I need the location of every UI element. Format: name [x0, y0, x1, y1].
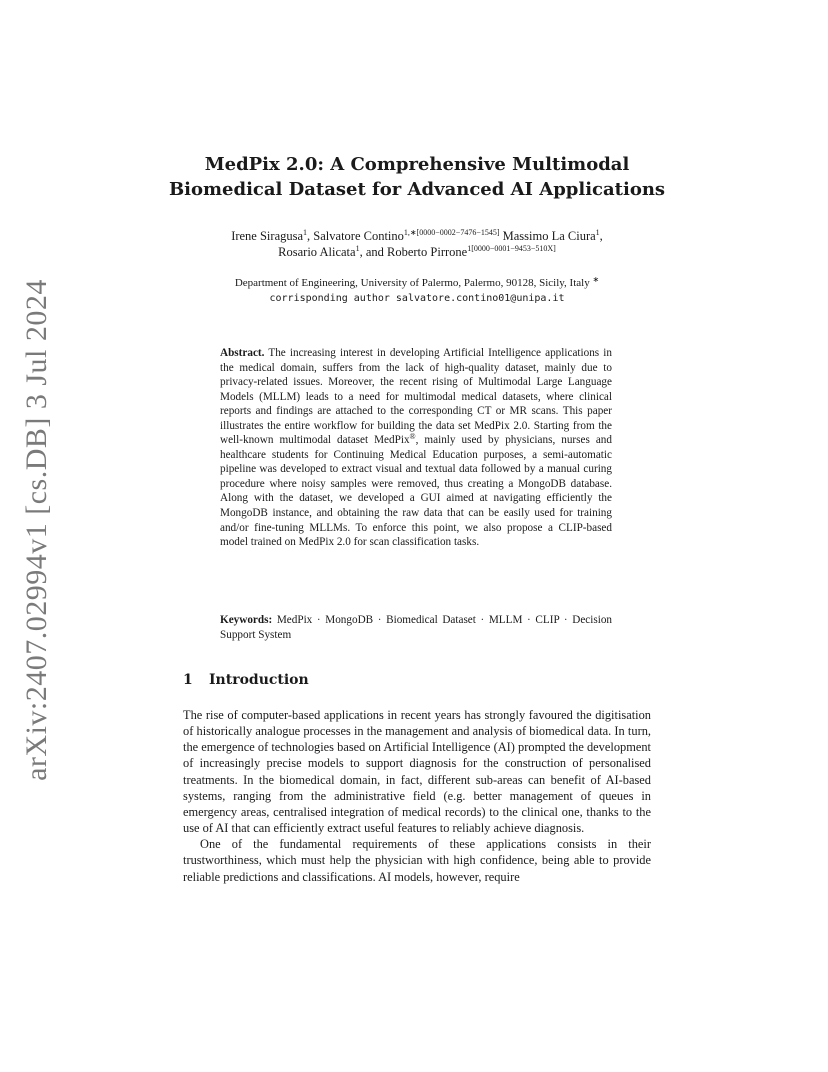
- body-paragraph: The rise of computer-based applications in recent years has strongly favoured the digitisation of historically analogue processes in the management and analysis of biomedical data. In turn, the emergence of technologies based on Artificial Intelligence (AI) prompted the development of increasingly precise models to support diagnosis for the construction of personalised treatments. In the biomedical domain, in fact, different sub-areas can benefit of AI-based systems, ranging from the administrative field (e.g. better management of queues in emergency areas, centralised integration of medical records) to the clinical one, thanks to the use of AI that can efficiently extract useful features to reliably achieve diagnosis.: [183, 708, 651, 836]
- abstract-label: Abstract.: [220, 347, 265, 359]
- author-orcid: 1[0000−0001−9453−510X]: [467, 244, 556, 253]
- affiliation-block: [150, 276, 684, 306]
- registered-mark: ®: [409, 432, 416, 442]
- author-affiliation-mark: 1: [303, 228, 308, 237]
- author-line: [150, 228, 684, 244]
- affiliation-text: Department of Engineering, University of Palermo, Palermo, 90128, Sicily, Italy: [234, 277, 590, 289]
- affiliation-line: [150, 276, 684, 291]
- abstract-text: The increasing interest in developing Artificial Intelligence applications in the medical domain, suffers from the lack of high-quality dataset, mainly due to privacy-related issues. Moreover, the recent rising of Multimodal Large Language Models (MLLM) leads to a need for multimodal medical datasets, where clinical reports and findings are attached to the corresponding CT or MR scans. This paper illustrates the entire workflow for building the data set MedPix 2.0. Starting from the well-known multimodal dataset MedPix: [220, 347, 612, 447]
- keywords: [220, 613, 612, 643]
- section-heading: [183, 671, 309, 689]
- paper-title: [150, 152, 684, 202]
- abstract: [220, 346, 612, 550]
- title-line: Biomedical Dataset for Advanced AI Applications: [168, 179, 666, 200]
- author-name: Irene Siragusa: [231, 229, 304, 243]
- author-name: , Salvatore Contino: [307, 229, 404, 243]
- author-orcid: 1,∗[0000−0002−7476−1545]: [403, 228, 500, 237]
- author-name: Rosario Alicata: [278, 245, 356, 259]
- author-list: [150, 228, 684, 260]
- keywords-label: Keywords:: [220, 614, 273, 626]
- author-line: [150, 244, 684, 260]
- section-body: [183, 707, 651, 885]
- keywords-text: MedPix · MongoDB · Biomedical Dataset · MLLM · CLIP · Decision Support System: [220, 614, 613, 641]
- author-name: Massimo La Ciura: [499, 229, 596, 243]
- author-name: , and Roberto Pirrone: [359, 245, 468, 259]
- title-line: MedPix 2.0: A Comprehensive Multimodal: [204, 154, 630, 175]
- section-number: 1: [183, 672, 193, 688]
- section-title: Introduction: [209, 672, 309, 688]
- arxiv-identifier: arXiv:2407.02994v1 [cs.DB] 3 Jul 2024: [20, 279, 53, 781]
- affiliation-footnote-mark: ∗: [592, 275, 600, 284]
- author-affiliation-mark: 1: [595, 228, 600, 237]
- author-separator: ,: [599, 229, 603, 243]
- corresponding-author-contact: corrisponding author salvatore.contino01@unipa.it: [269, 293, 565, 304]
- body-paragraph: One of the fundamental requirements of these applications consists in their trustworthiness, which must help the physician with high confidence, being able to provide reliable predictions and classifications. AI models, however, require: [183, 837, 651, 884]
- author-affiliation-mark: 1: [355, 244, 360, 253]
- abstract-text-continued: , mainly used by physicians, nurses and healthcare students for Continuing Medical Education purposes, a semi-automatic pipeline was developed to extract visual and textual data followed by a manual curing procedure where noisy samples were removed, thus creating a MongoDB database. Along with the dataset, we developed a GUI aimed at navigating efficiently the MongoDB instance, and obtaining the raw data that can be easily used for training and/or fine-tuning MLLMs. To enforce this point, we also propose a CLIP-based model trained on MedPix 2.0 for scan classification tasks.: [220, 434, 612, 549]
